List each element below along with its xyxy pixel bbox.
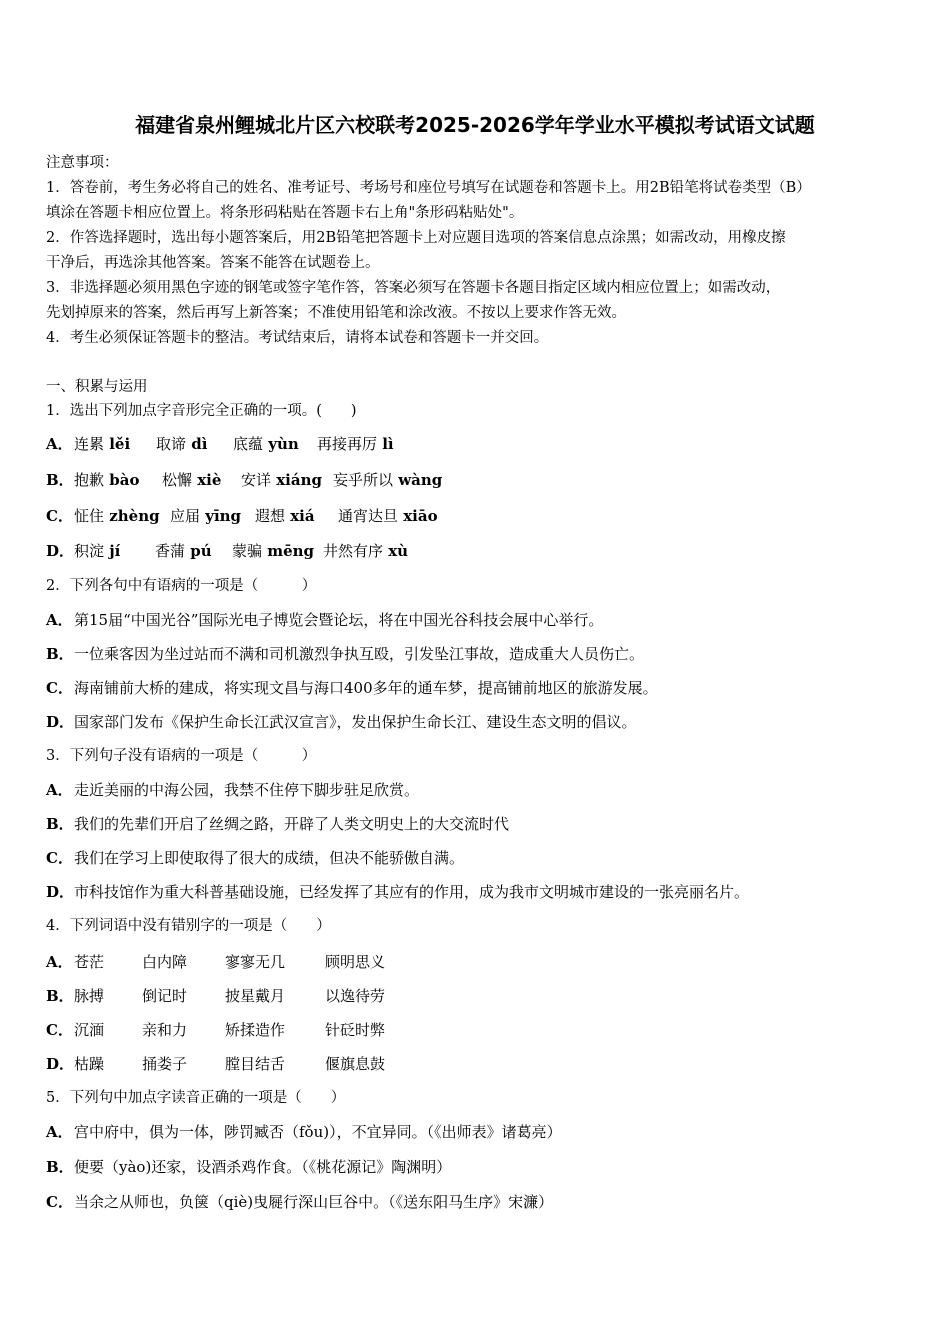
q1-option-c: [46, 504, 906, 528]
option-label: C．: [46, 1021, 73, 1039]
question-stem: 3．下列句子没有语病的一项是（ ）: [46, 748, 317, 764]
option-label: A．: [46, 435, 73, 453]
notice-line: 填涂在答题卡相应位置上。将条形码粘贴在答题卡右上角"条形码粘贴处"。: [46, 205, 524, 221]
option-word: 矫揉造作: [225, 1021, 286, 1039]
option-word: 亲和力: [142, 1021, 188, 1039]
option-word: 膛目结舌: [225, 1055, 286, 1073]
option-label: B．: [46, 1158, 74, 1176]
question-stem: 2．下列各句中有语病的一项是（ ）: [46, 578, 317, 594]
q5-option-b: [46, 1155, 906, 1179]
option-word: 蒙骗 mēng: [232, 542, 315, 560]
q1-option-a: [46, 432, 906, 456]
option-label: D．: [46, 713, 75, 731]
option-text: 海南铺前大桥的建成，将实现文昌与海口400多年的通车梦，提高铺前地区的旅游发展。: [74, 679, 658, 697]
notice-line: 1．答卷前，考生务必将自己的姓名、准考证号、考场号和座位号填写在试题卷和答题卡上。用2B铅笔将试卷类型（B）: [46, 180, 811, 196]
option-label: B．: [46, 987, 74, 1005]
notice-line: 干净后，再选涂其他答案。答案不能答在试题卷上。: [46, 255, 380, 271]
option-text: 市科技馆作为重大科普基础设施，已经发挥了其应有的作用，成为我市文明城市建设的一张亮丽名片。: [74, 883, 750, 901]
option-word: 松懈 xiè: [162, 471, 222, 489]
option-label: B．: [46, 645, 74, 663]
option-text: 国家部门发布《保护生命长江武汉宣言》，发出保护生命长江、建设生态文明的倡议。: [74, 713, 637, 731]
notice-line: 3．非选择题必须用黑色字迹的钢笔或签字笔作答，答案必须写在答题卡各题目指定区域内相应位置上；如需改动，: [46, 280, 781, 296]
option-word: 取谛 dì: [156, 435, 208, 453]
notice-line: 先划掉原来的答案，然后再写上新答案；不准使用铅笔和涂改液。不按以上要求作答无效。: [46, 305, 626, 321]
option-word: 苍茫: [74, 953, 105, 971]
option-word: 通宵达旦 xiāo: [338, 507, 438, 525]
option-word: 积淀 jí: [74, 542, 121, 560]
option-label: C．: [46, 849, 73, 867]
notice-line: 4．考生必须保证答题卡的整洁。考试结束后，请将本试卷和答题卡一并交回。: [46, 330, 549, 346]
question-stem: 1．选出下列加点字音形完全正确的一项。( ): [46, 403, 357, 419]
q4-option-d: [46, 1052, 906, 1076]
q2-option-b: [46, 642, 906, 666]
notice-line: 2．作答选择题时，选出每小题答案后，用2B铅笔把答题卡上对应题目选项的答案信息点涂黑；如需改动，用橡皮擦: [46, 230, 786, 246]
option-word: 连累 lěi: [74, 435, 131, 453]
option-text: 便要（yào)还家，设酒杀鸡作食。（《桃花源记》陶渊明）: [74, 1158, 452, 1176]
option-text: 第15届“中国光谷”国际光电子博览会暨论坛，将在中国光谷科技会展中心举行。: [74, 611, 604, 629]
option-word: 白内障: [142, 953, 188, 971]
option-word: 脉搏: [74, 987, 105, 1005]
option-label: C．: [46, 1193, 73, 1211]
option-word: 枯躁: [74, 1055, 105, 1073]
option-label: C．: [46, 507, 73, 525]
option-label: A．: [46, 781, 73, 799]
q3-option-d: [46, 880, 906, 904]
page-title: 福建省泉州鲤城北片区六校联考2025-2026学年学业水平模拟考试语文试题: [135, 113, 815, 137]
section-heading: 一、积累与运用: [46, 379, 148, 395]
q5-option-c: [46, 1190, 906, 1214]
option-word: 寥寥无几: [225, 953, 286, 971]
option-text: 我们在学习上即使取得了很大的成绩，但决不能骄傲自满。: [74, 849, 465, 867]
q5-option-a: [46, 1120, 906, 1144]
q2-option-d: [46, 710, 906, 734]
option-text: 走近美丽的中海公园，我禁不住停下脚步驻足欣赏。: [74, 781, 420, 799]
option-word: 以逸待劳: [325, 987, 386, 1005]
option-word: 披星戴月: [225, 987, 286, 1005]
option-word: 沉湎: [74, 1021, 105, 1039]
option-word: 偃旗息鼓: [325, 1055, 386, 1073]
q4-option-c: [46, 1018, 906, 1042]
option-label: B．: [46, 471, 74, 489]
q2-option-a: [46, 608, 906, 632]
q1-option-d: [46, 539, 906, 563]
option-word: 香蒲 pú: [155, 542, 212, 560]
option-label: D．: [46, 542, 75, 560]
option-label: A．: [46, 611, 73, 629]
notice-heading: 注意事项：: [46, 155, 119, 171]
option-word: 抱歉 bào: [74, 471, 140, 489]
option-word: 顾明思义: [325, 953, 386, 971]
option-text: 当余之从师也，负箧（qiè)曳屣行深山巨谷中。（《送东阳马生序》宋濂）: [74, 1193, 554, 1211]
option-word: 捅娄子: [142, 1055, 188, 1073]
option-label: A．: [46, 1123, 73, 1141]
question-stem: 5．下列句中加点字读音正确的一项是（ ）: [46, 1090, 346, 1106]
option-label: A．: [46, 953, 73, 971]
option-word: 应届 yīng: [170, 507, 242, 525]
option-text: 一位乘客因为坐过站而不满和司机激烈争执互殴，引发坠江事故，造成重大人员伤亡。: [74, 645, 645, 663]
option-label: D．: [46, 883, 75, 901]
q4-option-a: [46, 950, 906, 974]
option-word: 妄乎所以 wàng: [333, 471, 443, 489]
q2-option-c: [46, 676, 906, 700]
option-text: 我们的先辈们开启了丝绸之路，开辟了人类文明史上的大交流时代: [74, 815, 510, 833]
q3-option-c: [46, 846, 906, 870]
option-word: 怔住 zhèng: [74, 507, 160, 525]
option-word: 底蕴 yùn: [233, 435, 299, 453]
option-word: 安详 xiáng: [241, 471, 322, 489]
question-stem: 4．下列词语中没有错别字的一项是（ ）: [46, 918, 331, 934]
option-label: D．: [46, 1055, 75, 1073]
option-word: 井然有序 xù: [323, 542, 409, 560]
q1-option-b: [46, 468, 906, 492]
option-label: B．: [46, 815, 74, 833]
q3-option-b: [46, 812, 906, 836]
option-word: 遐想 xiá: [255, 507, 315, 525]
option-word: 再接再厉 lì: [317, 435, 394, 453]
q3-option-a: [46, 778, 906, 802]
option-word: 针砭时弊: [325, 1021, 386, 1039]
option-text: 宫中府中，俱为一体，陟罚臧否（fǒu)），不宜异同。（《出师表》诸葛亮）: [74, 1123, 562, 1141]
q4-option-b: [46, 984, 906, 1008]
option-label: C．: [46, 679, 73, 697]
option-word: 倒记时: [142, 987, 188, 1005]
